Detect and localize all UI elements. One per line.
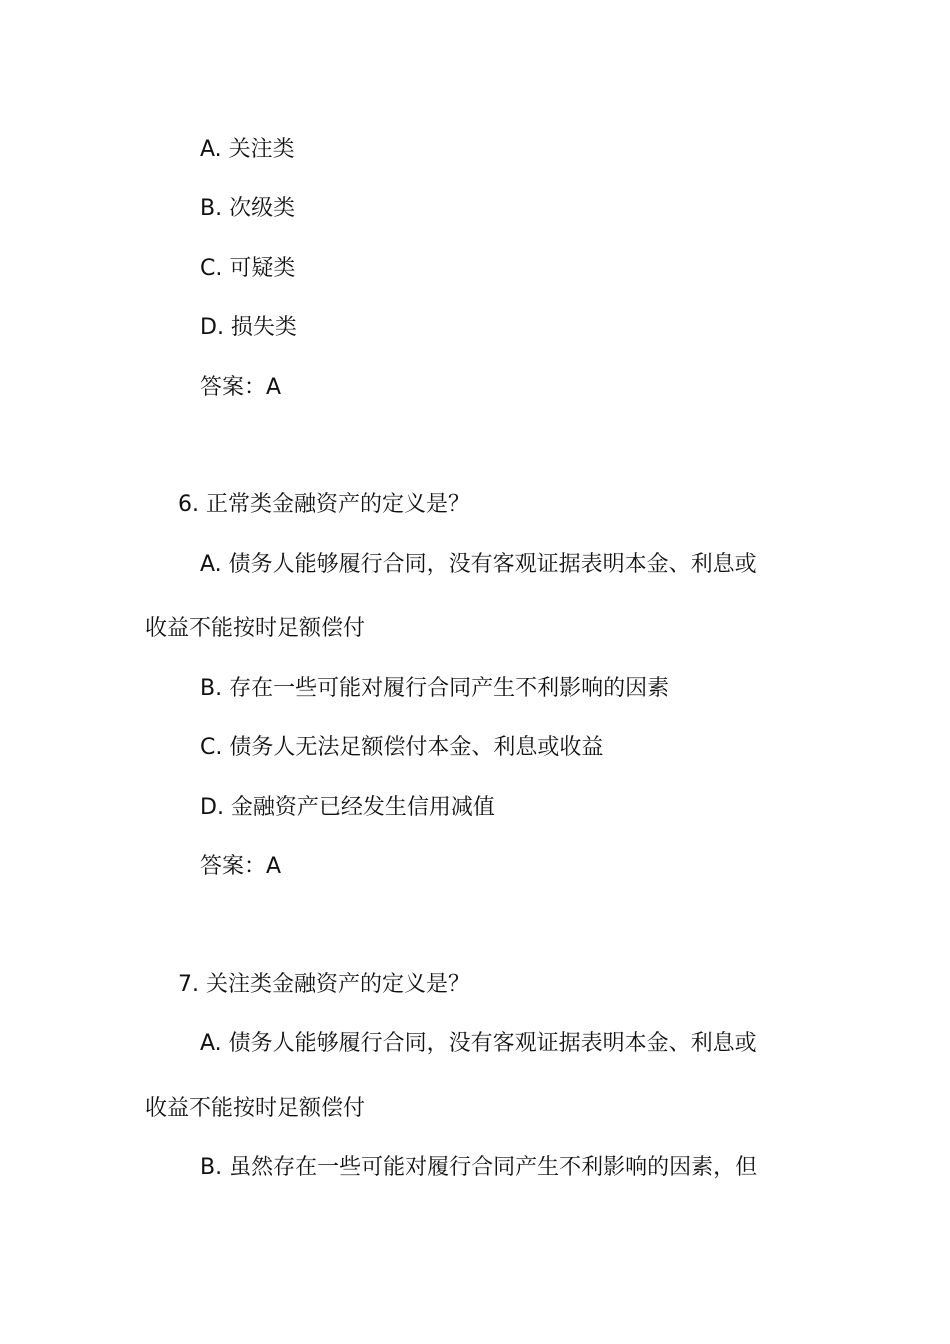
option-a: A. 关注类: [200, 137, 295, 162]
question-6-option-c: C. 债务人无法足额偿付本金、利息或收益: [200, 735, 604, 760]
question-6-title: 6. 正常类金融资产的定义是？: [178, 492, 470, 517]
option-d: D. 损失类: [200, 315, 297, 340]
question-7-title: 7. 关注类金融资产的定义是？: [178, 972, 470, 997]
question-7-option-a-continued: 收益不能按时足额偿付: [145, 1096, 366, 1121]
question-6-answer: 答案：A: [200, 854, 282, 879]
option-c: C. 可疑类: [200, 256, 296, 281]
option-b: B. 次级类: [200, 196, 296, 221]
answer: 答案：A: [200, 375, 282, 400]
question-6-option-d: D. 金融资产已经发生信用减值: [200, 795, 495, 820]
question-6-option-a: A. 债务人能够履行合同，没有客观证据表明本金、利息或: [200, 552, 757, 577]
question-6-option-a-continued: 收益不能按时足额偿付: [145, 616, 366, 641]
question-7-option-b: B. 虽然存在一些可能对履行合同产生不利影响的因素，但: [200, 1155, 758, 1180]
question-6-option-b: B. 存在一些可能对履行合同产生不利影响的因素: [200, 676, 670, 701]
question-7-option-a: A. 债务人能够履行合同，没有客观证据表明本金、利息或: [200, 1031, 757, 1056]
